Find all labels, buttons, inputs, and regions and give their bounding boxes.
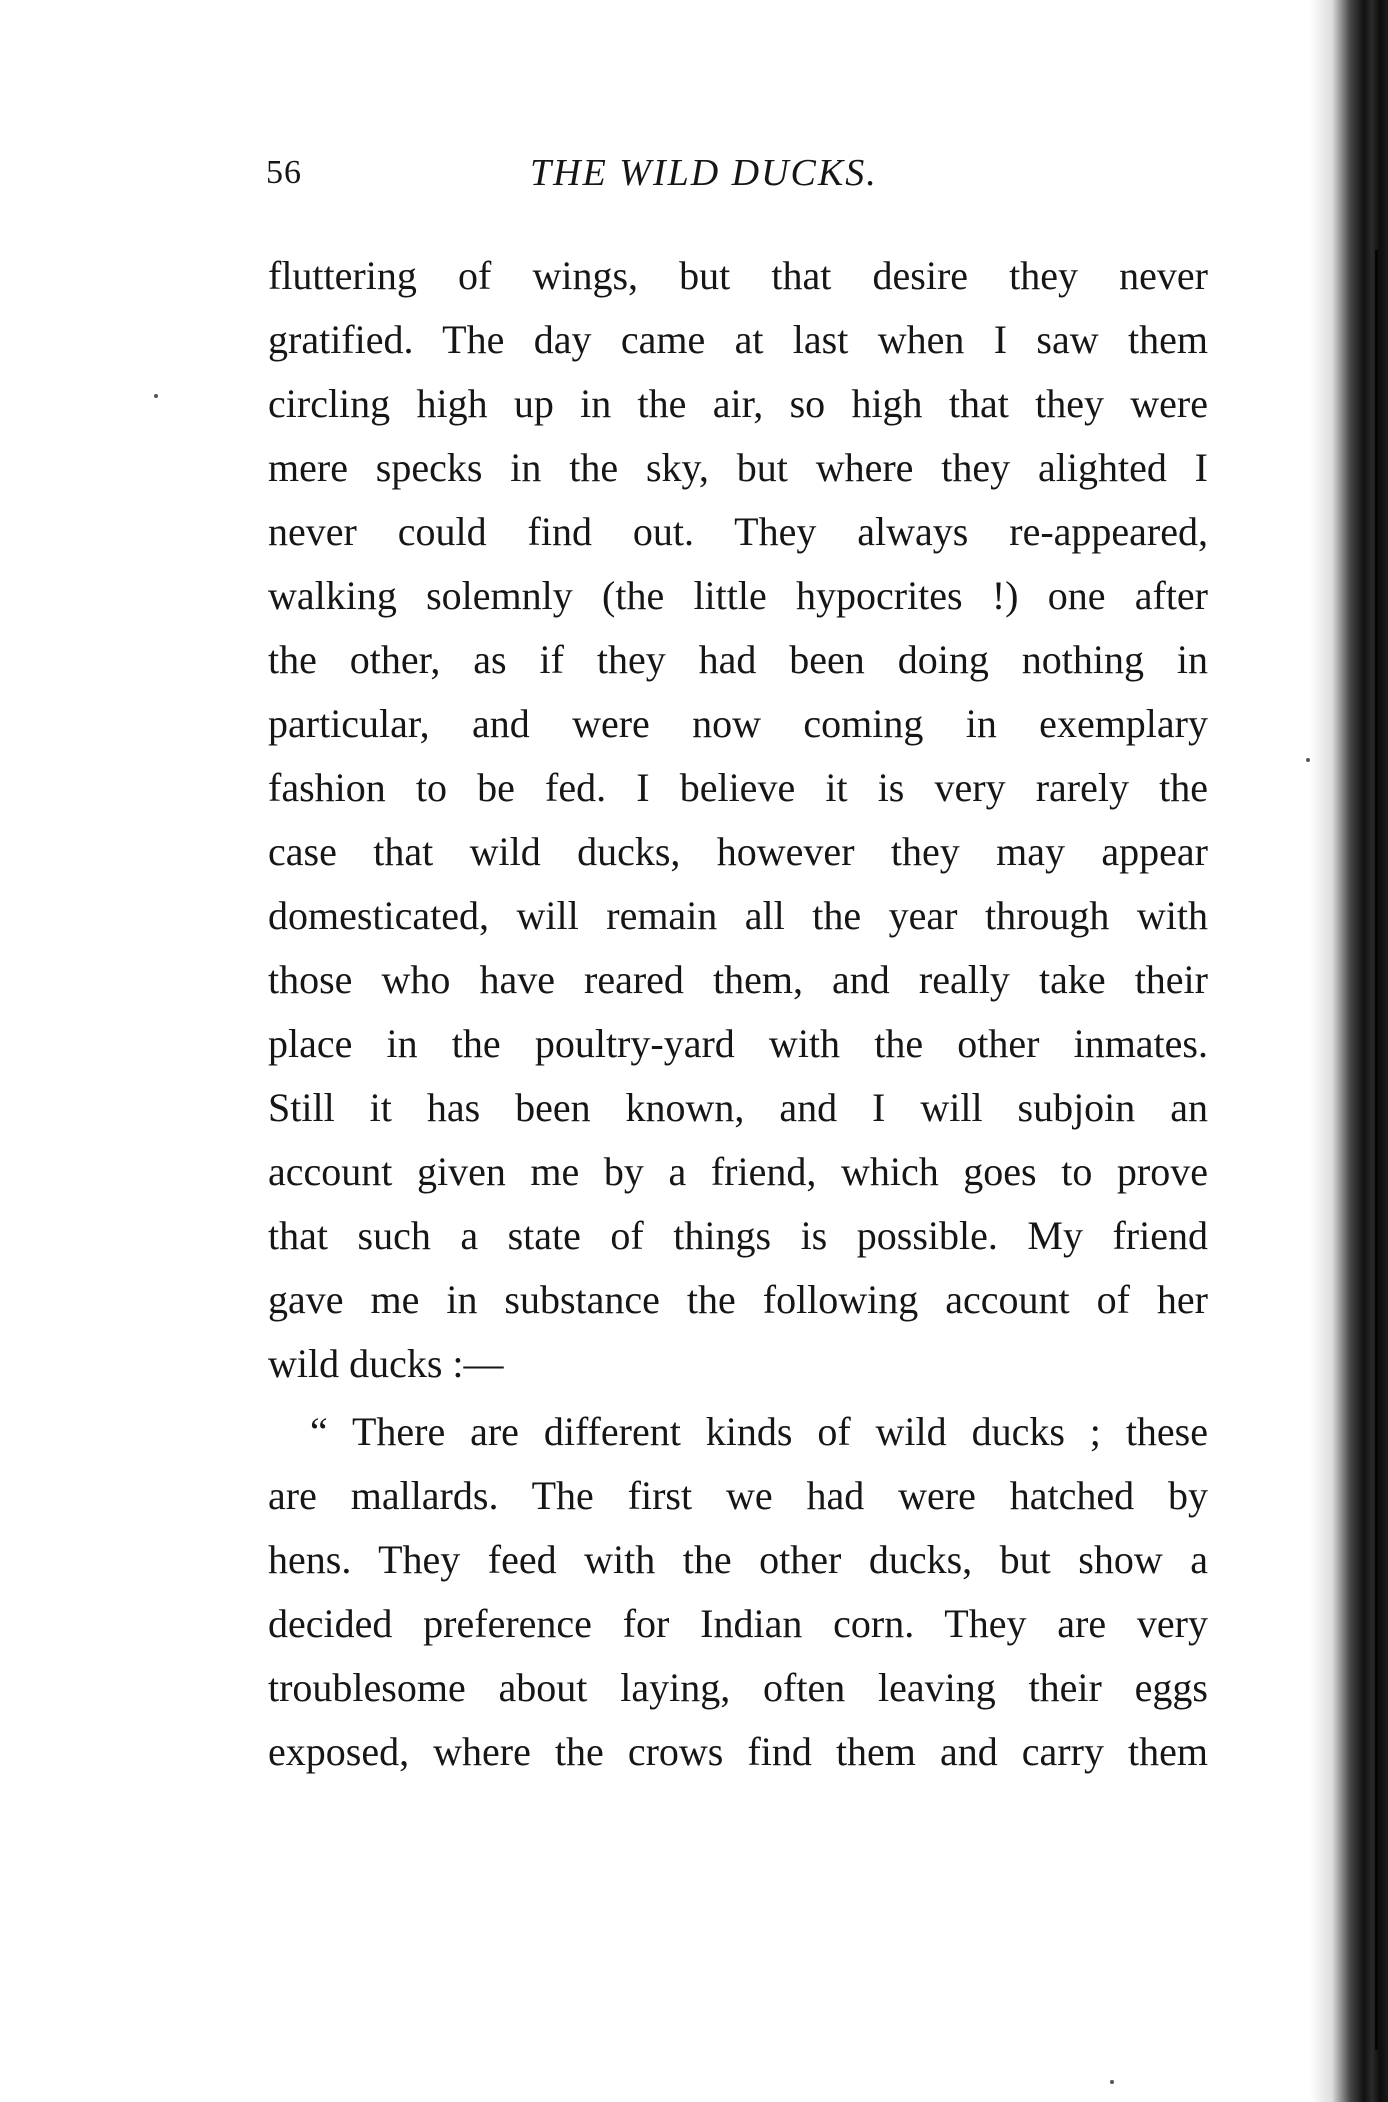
text-line: “ There are different kinds of wild ducks ; these [310,1409,1208,1454]
text-line: that such a state of things is possible. My friend [268,1213,1208,1258]
text-line: those who have reared them, and really take their [268,957,1208,1002]
paragraph [268,1400,1208,1784]
text-line: mere specks in the sky, but where they alighted I [268,445,1208,490]
text-line: fashion to be fed. I believe it is very rarely the [268,765,1208,810]
text-line: wild ducks :— [268,1341,504,1386]
text-line: place in the poultry-yard with the other inmates. [268,1021,1208,1066]
scan-speck [154,394,158,398]
text-line: the other, as if they had been doing nothing in [268,637,1208,682]
text-line: Still it has been known, and I will subjoin an [268,1085,1208,1130]
text-line: domesticated, will remain all the year through with [268,893,1208,938]
text-line: troublesome about laying, often leaving their eggs [268,1665,1208,1710]
scan-speck [1306,758,1310,762]
text-line: hens. They feed with the other ducks, but show a [268,1537,1208,1582]
text-line: fluttering of wings, but that desire they never [268,253,1208,298]
page-edge-line [1375,250,1378,2050]
text-line: circling high up in the air, so high that they were [268,381,1208,426]
running-title: THE WILD DUCKS. [530,152,878,194]
text-line: decided preference for Indian corn. They are very [268,1601,1208,1646]
text-line: gratified. The day came at last when I saw them [268,317,1208,362]
running-head [266,148,1206,198]
body-text [268,244,1208,1784]
text-line: particular, and were now coming in exemplary [268,701,1208,746]
scan-speck [1110,2080,1114,2084]
page-number: 56 [266,154,302,191]
text-line: never could find out. They always re-appeared, [268,509,1208,554]
text-line: are mallards. The first we had were hatched by [268,1473,1208,1518]
text-line: exposed, where the crows find them and carry them [268,1729,1208,1774]
paragraph [268,244,1208,1396]
text-line: walking solemnly (the little hypocrites !) one after [268,573,1208,618]
text-line: account given me by a friend, which goes to prove [268,1149,1208,1194]
text-line: case that wild ducks, however they may appear [268,829,1208,874]
text-line: gave me in substance the following account of her [268,1277,1208,1322]
